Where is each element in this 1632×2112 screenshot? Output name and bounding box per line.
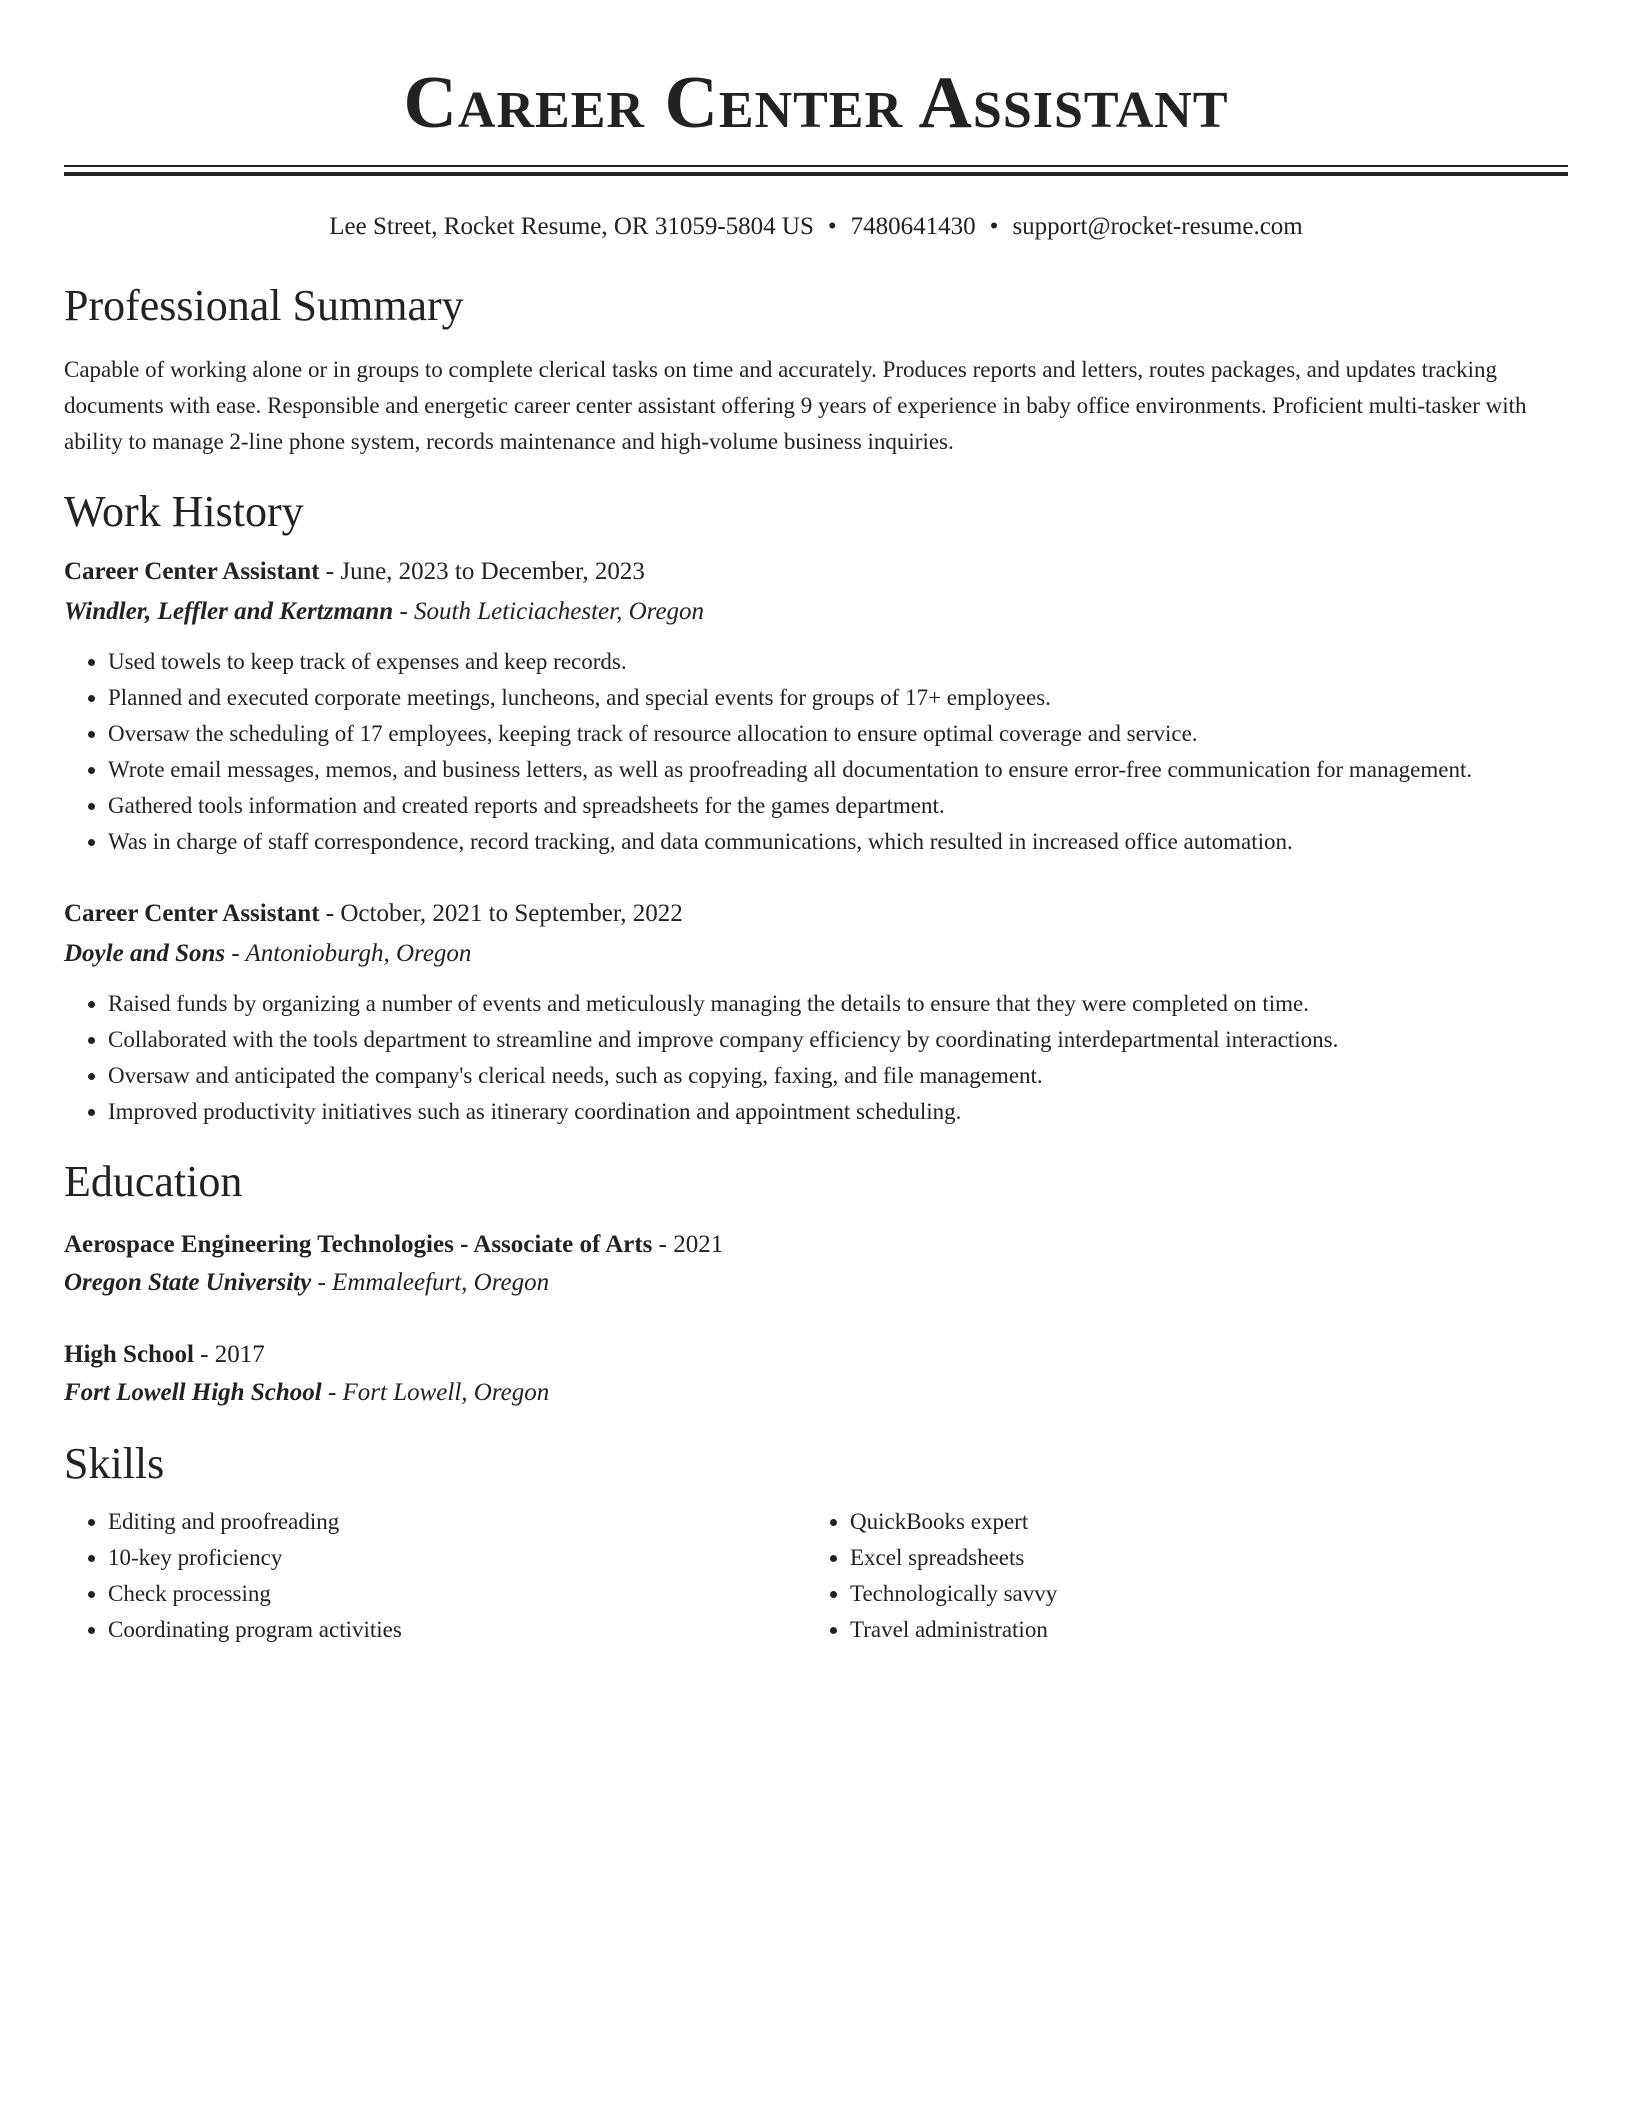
education-year: - 2021 (652, 1231, 724, 1258)
education-entry (64, 1336, 1568, 1412)
skill-item: • Editing and proofreading (108, 1504, 806, 1540)
job-bullet: • Was in charge of staff correspondence, record tracking, and data communications, which resulted in increased office automation. (108, 824, 1568, 860)
education-heading: Education (64, 1157, 243, 1206)
education-school-line (64, 1374, 1568, 1412)
job-employer: Doyle and Sons (64, 940, 226, 967)
job-bullet: • Raised funds by organizing a number of events and meticulously managing the details to ensure that they were completed on time. (108, 986, 1568, 1022)
contact-email: support@rocket-resume.com (1012, 213, 1303, 240)
skill-item: • Coordinating program activities (108, 1612, 806, 1648)
skill-item: • 10-key proficiency (108, 1540, 806, 1576)
job-role: Career Center Assistant (64, 558, 320, 585)
skills-column-left (64, 1504, 806, 1648)
skill-item: • Technologically savvy (850, 1576, 1548, 1612)
job-employer-line (64, 934, 1568, 974)
education-school: Fort Lowell High School (64, 1379, 322, 1406)
job-bullet: • Improved productivity initiatives such as itinerary coordination and appointment scheduling. (108, 1094, 1568, 1130)
job-employer: Windler, Leffler and Kertzmann (64, 598, 394, 625)
job-bullet: • Wrote email messages, memos, and business letters, as well as proofreading all documentation to ensure error-free communication for management. (108, 752, 1568, 788)
education-degree-line (64, 1336, 1568, 1374)
contact-separator: • (989, 213, 999, 240)
skills-columns (64, 1504, 1568, 1648)
job-dates: - June, 2023 to December, 2023 (319, 558, 645, 585)
job-bullet: • Oversaw the scheduling of 17 employees, keeping track of resource allocation to ensure optimal coverage and service. (108, 716, 1568, 752)
work-history-heading: Work History (64, 487, 304, 536)
job-dates: - October, 2021 to September, 2022 (319, 900, 683, 927)
education-degree: Aerospace Engineering Technologies - Associate of Arts (64, 1231, 653, 1258)
education-location: - Fort Lowell, Oregon (321, 1379, 550, 1406)
education-year: - 2017 (193, 1341, 265, 1368)
skills-heading: Skills (64, 1439, 165, 1488)
skills-list (806, 1504, 1548, 1648)
job-location: - South Leticiachester, Oregon (393, 598, 705, 625)
job-bullet: • Gathered tools information and created reports and spreadsheets for the games department. (108, 788, 1568, 824)
job-bullet: • Collaborated with the tools department to streamline and improve company efficiency by coordinating interdepartmental interactions. (108, 1022, 1568, 1058)
skill-item: • Check processing (108, 1576, 806, 1612)
contact-separator: • (827, 213, 837, 240)
job-bullet: • Used towels to keep track of expenses and keep records. (108, 644, 1568, 680)
header-divider-thick (64, 172, 1568, 176)
resume-name: Career Center Assistant (403, 62, 1229, 144)
job-title-line (64, 894, 1568, 934)
contact-phone: 7480641430 (850, 213, 976, 240)
summary-heading: Professional Summary (64, 281, 464, 330)
job-bullet-list (64, 644, 1568, 860)
job-bullet: • Planned and executed corporate meetings, luncheons, and special events for groups of 17+ employees. (108, 680, 1568, 716)
skill-item: • Travel administration (850, 1612, 1548, 1648)
job-bullet: • Oversaw and anticipated the company's clerical needs, such as copying, faxing, and file management. (108, 1058, 1568, 1094)
job-bullet-list (64, 986, 1568, 1130)
education-degree-line (64, 1226, 1568, 1264)
job-location: - Antonioburgh, Oregon (225, 940, 472, 967)
contact-line (64, 212, 1568, 242)
education-degree: High School (64, 1341, 194, 1368)
job-entry (64, 552, 1568, 860)
contact-address: Lee Street, Rocket Resume, OR 31059-5804 US (329, 213, 814, 240)
job-title-line (64, 552, 1568, 592)
job-role: Career Center Assistant (64, 900, 320, 927)
skills-column-right (806, 1504, 1548, 1648)
education-school: Oregon State University (64, 1269, 312, 1296)
education-location: - Emmaleefurt, Oregon (311, 1269, 550, 1296)
skill-item: • Excel spreadsheets (850, 1540, 1548, 1576)
job-employer-line (64, 592, 1568, 632)
education-entry (64, 1226, 1568, 1302)
education-school-line (64, 1264, 1568, 1302)
summary-text: Capable of working alone or in groups to complete clerical tasks on time and accurately. Produces reports and letters, routes packages, and updates tracking documents with ease. Responsible and energetic career center assistant offering 9 years of experience in baby office environments. Proficient multi-tasker with ability to manage 2-line phone system, records maintenance and high-volume business inquiries. (64, 357, 1527, 454)
skill-item: • QuickBooks expert (850, 1504, 1548, 1540)
job-entry (64, 894, 1568, 1130)
header-divider-thin (64, 165, 1568, 167)
skills-list (64, 1504, 806, 1648)
